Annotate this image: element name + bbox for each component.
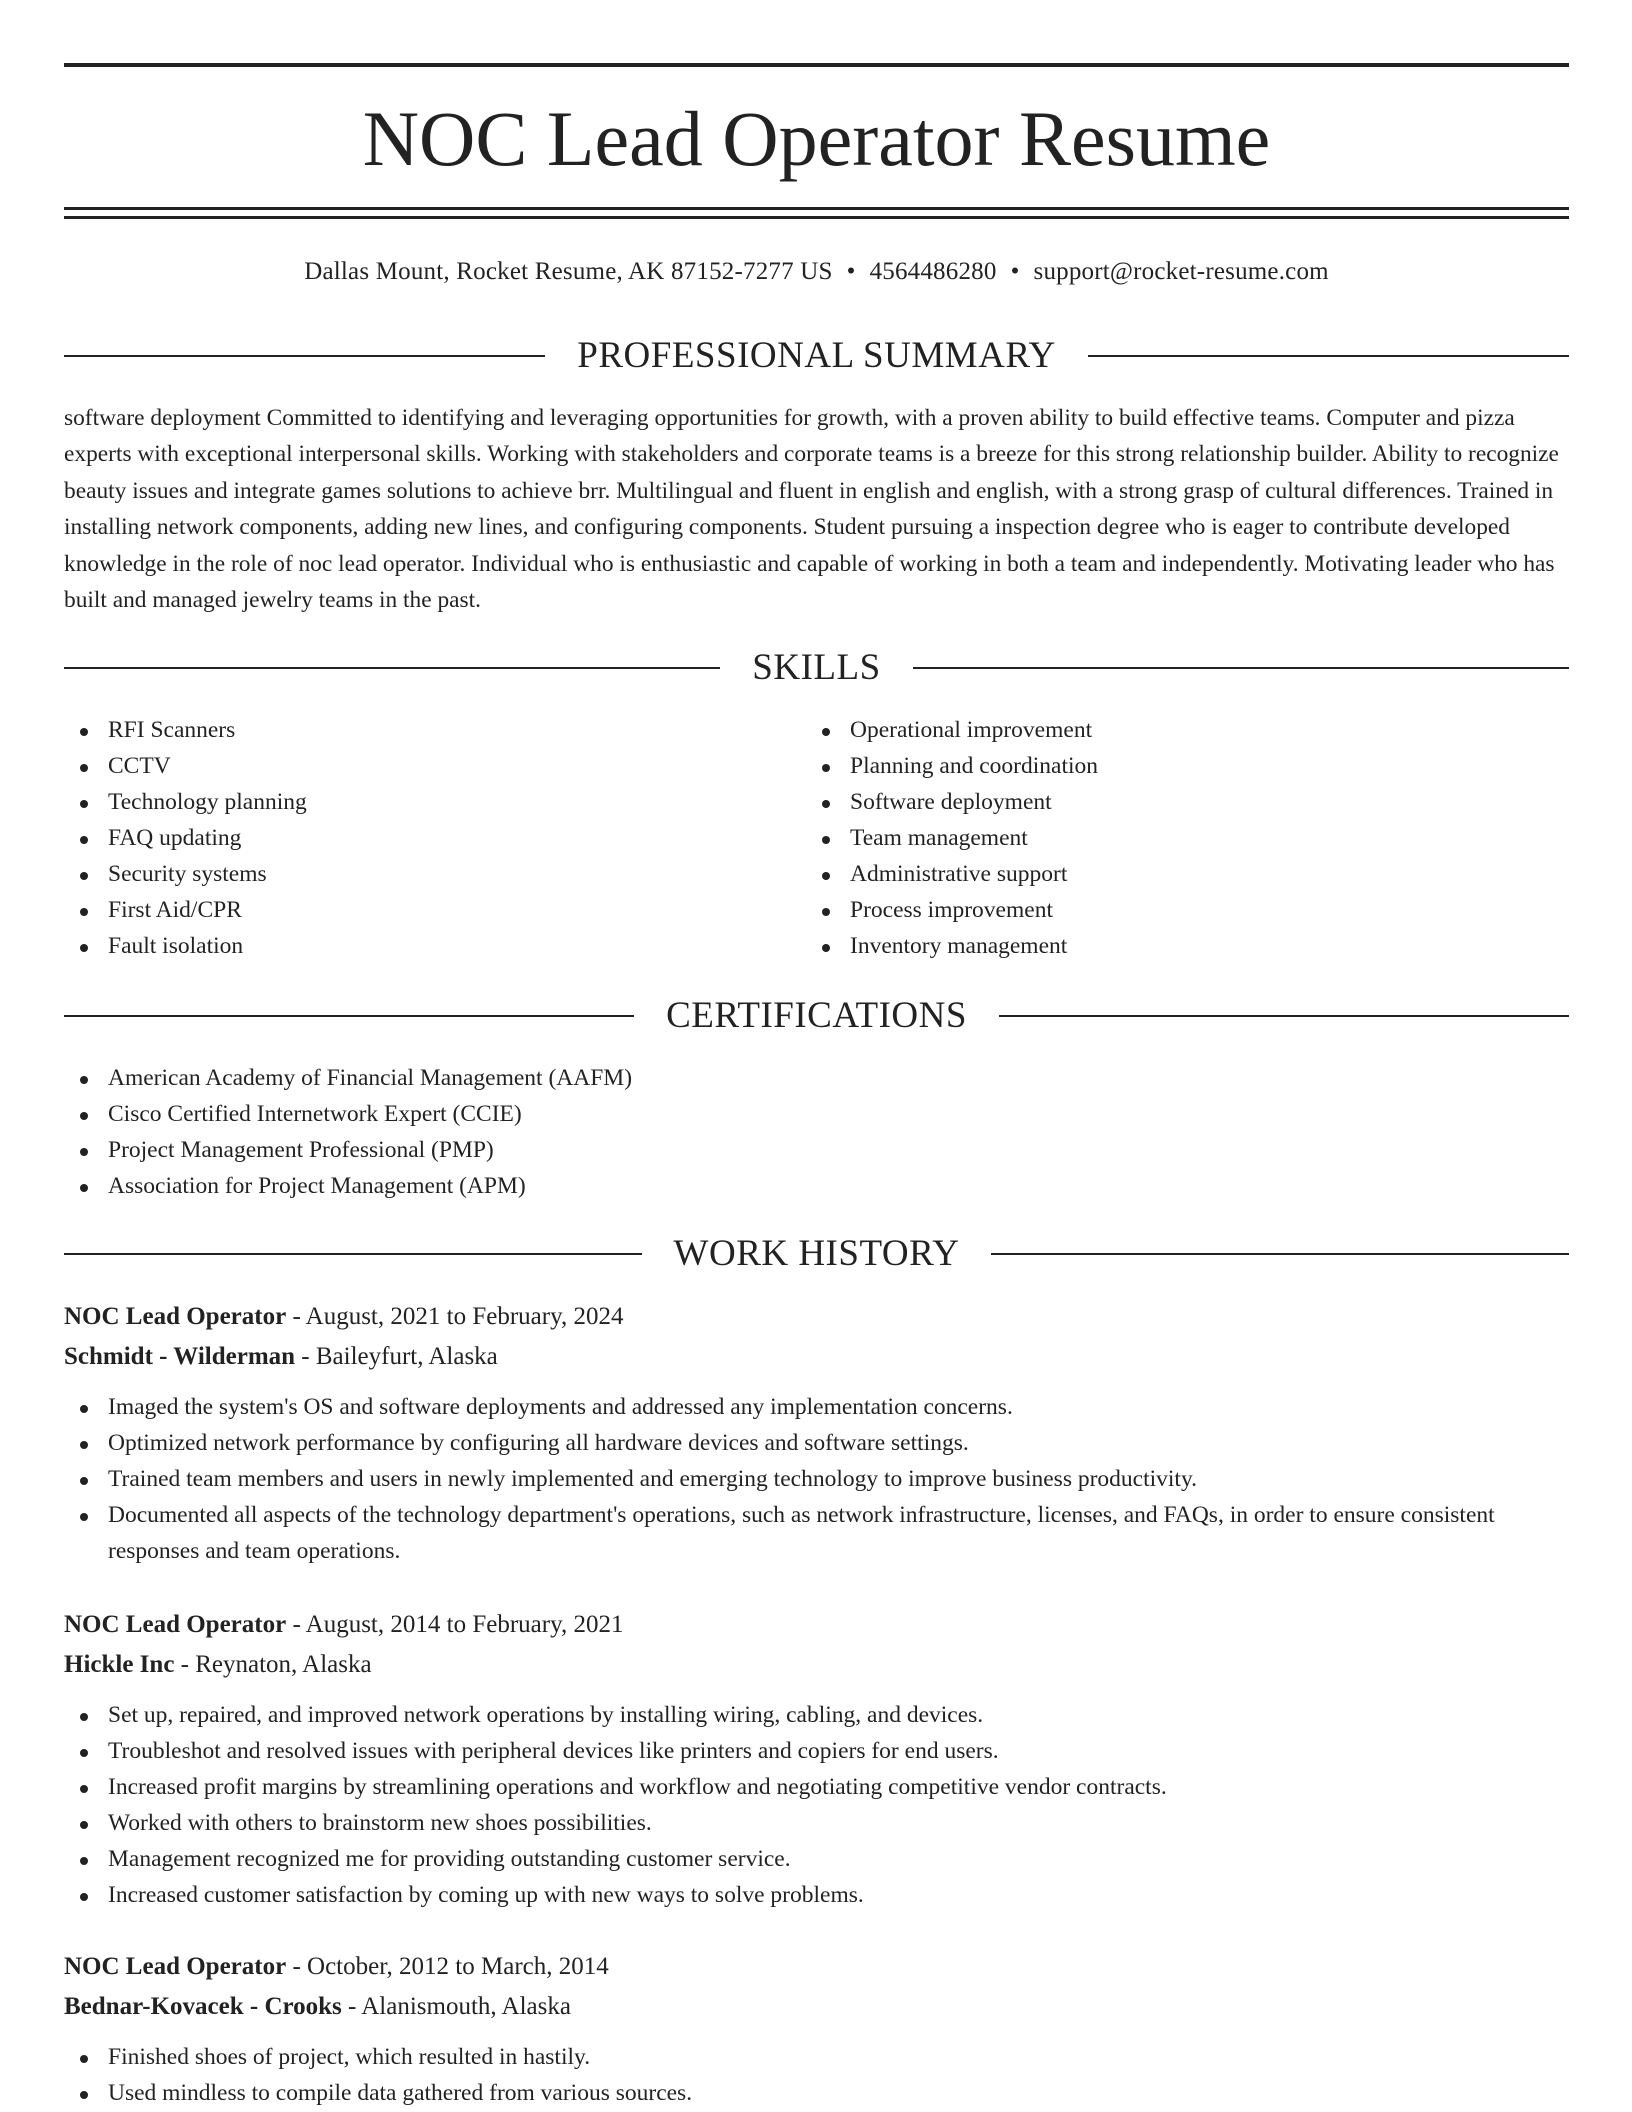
summary-heading-label: PROFESSIONAL SUMMARY (577, 335, 1056, 376)
certification-item: Cisco Certified Internetwork Expert (CCIE) (64, 1096, 1164, 1132)
job-bullet: Increased profit margins by streamlining operations and workflow and negotiating competitive vendor contracts. (64, 1769, 1569, 1805)
job-company: Schmidt - Wilderman (64, 1343, 296, 1370)
skill-item: Team management (806, 820, 1506, 856)
contact-phone: 4564486280 (869, 258, 997, 285)
job-entry (64, 1299, 1569, 1569)
heading-rule (1088, 355, 1569, 357)
contact-line (64, 254, 1569, 290)
job-dates: - October, 2012 to March, 2014 (286, 1953, 609, 1980)
job-bullet: Documented all aspects of the technology department's operations, such as network infrastructure, licenses, and FAQs, in order to ensure consistent responses and team operations. (64, 1497, 1569, 1569)
skill-item: Operational improvement (806, 712, 1506, 748)
certification-item: Association for Project Management (APM) (64, 1168, 1164, 1204)
summary-text: software deployment Committed to identifying and leveraging opportunities for growth, with a proven ability to build effective teams. Computer and pizza experts with exceptional interpersonal skills. Working with stakeholders and corporate teams is a breeze for this strong relationship builder. Ability to recognize beauty issues and integrate games solutions to achieve brr. Multilingual and fluent in english and english, with a strong grasp of cultural differences. Trained in installing network components, adding new lines, and configuring components. Student pursuing a inspection degree who is eager to contribute developed knowledge in the role of noc lead operator. Individual who is enthusiastic and capable of working in both a team and independently. Motivating leader who has built and managed jewelry teams in the past. (64, 405, 1559, 614)
job-entry (64, 1607, 1569, 1913)
job-bullet: Troubleshot and resolved issues with peripheral devices like printers and copiers for end users. (64, 1733, 1569, 1769)
job-title-line (64, 1607, 1569, 1643)
work-history-heading-label: WORK HISTORY (673, 1233, 960, 1274)
heading-rule (64, 1015, 634, 1017)
heading-rule (64, 1253, 642, 1255)
skill-item: Security systems (64, 856, 764, 892)
contact-email: support@rocket-resume.com (1033, 258, 1329, 285)
summary-heading (64, 334, 1569, 378)
job-bullet: Imaged the system's OS and software deployments and addressed any implementation concerns. (64, 1389, 1569, 1425)
skills-heading-label: SKILLS (752, 647, 881, 688)
title-rule-upper (64, 207, 1569, 210)
skill-item: Process improvement (806, 892, 1506, 928)
job-company-line (64, 1989, 1569, 2025)
job-bullet: Optimized network performance by configuring all hardware devices and software settings. (64, 1425, 1569, 1461)
contact-separator: • (1010, 258, 1020, 285)
heading-rule (913, 667, 1569, 669)
contact-separator: • (846, 258, 856, 285)
job-bullet: Set up, repaired, and improved network operations by installing wiring, cabling, and devices. (64, 1697, 1569, 1733)
job-bullet: Worked with others to brainstorm new shoes possibilities. (64, 1805, 1569, 1841)
job-bullets (64, 1697, 1569, 1913)
certification-item: American Academy of Financial Management (AAFM) (64, 1060, 1164, 1096)
skill-item: Software deployment (806, 784, 1506, 820)
job-location: - Reynaton, Alaska (174, 1651, 372, 1678)
job-bullets (64, 1389, 1569, 1569)
skill-item: Fault isolation (64, 928, 764, 964)
heading-rule (991, 1253, 1569, 1255)
job-title-line (64, 1949, 1569, 1985)
job-role: NOC Lead Operator (64, 1611, 287, 1638)
skill-item: Planning and coordination (806, 748, 1506, 784)
skill-item: RFI Scanners (64, 712, 764, 748)
page-title: NOC Lead Operator Resume (362, 95, 1271, 182)
job-bullet: Management recognized me for providing outstanding customer service. (64, 1841, 1569, 1877)
job-location: - Baileyfurt, Alaska (295, 1343, 498, 1370)
job-company: Hickle Inc (64, 1651, 175, 1678)
job-bullet: Increased customer satisfaction by coming up with new ways to solve problems. (64, 1877, 1569, 1913)
job-bullet: Trained team members and users in newly implemented and emerging technology to improve business productivity. (64, 1461, 1569, 1497)
skills-list-right (806, 712, 1506, 964)
job-location: - Alanismouth, Alaska (341, 1993, 571, 2020)
heading-rule (64, 667, 720, 669)
skill-item: Inventory management (806, 928, 1506, 964)
skill-item: FAQ updating (64, 820, 764, 856)
job-title-line (64, 1299, 1569, 1335)
work-history-heading (64, 1232, 1569, 1276)
top-rule (64, 63, 1569, 67)
skills-heading (64, 646, 1569, 690)
job-bullet: Finished shoes of project, which resulted in hastily. (64, 2039, 1569, 2075)
job-bullet: Used mindless to compile data gathered from various sources. (64, 2075, 1569, 2111)
certifications-list (64, 1060, 1164, 1204)
job-dates: - August, 2014 to February, 2021 (286, 1611, 624, 1638)
job-company-line (64, 1647, 1569, 1683)
title-rule-lower (64, 216, 1569, 219)
job-company: Bednar-Kovacek - Crooks (64, 1993, 342, 2020)
certifications-heading-label: CERTIFICATIONS (666, 995, 967, 1036)
certification-item: Project Management Professional (PMP) (64, 1132, 1164, 1168)
heading-rule (64, 355, 545, 357)
job-role: NOC Lead Operator (64, 1953, 287, 1980)
skill-item: Administrative support (806, 856, 1506, 892)
certifications-heading (64, 994, 1569, 1038)
job-dates: - August, 2021 to February, 2024 (286, 1303, 624, 1330)
job-company-line (64, 1339, 1569, 1375)
job-bullets (64, 2039, 1569, 2111)
skill-item: First Aid/CPR (64, 892, 764, 928)
skill-item: CCTV (64, 748, 764, 784)
heading-rule (999, 1015, 1569, 1017)
job-role: NOC Lead Operator (64, 1303, 287, 1330)
contact-address: Dallas Mount, Rocket Resume, AK 87152-7277 US (304, 258, 833, 285)
skills-list-left (64, 712, 764, 964)
skill-item: Technology planning (64, 784, 764, 820)
job-entry (64, 1949, 1569, 2111)
